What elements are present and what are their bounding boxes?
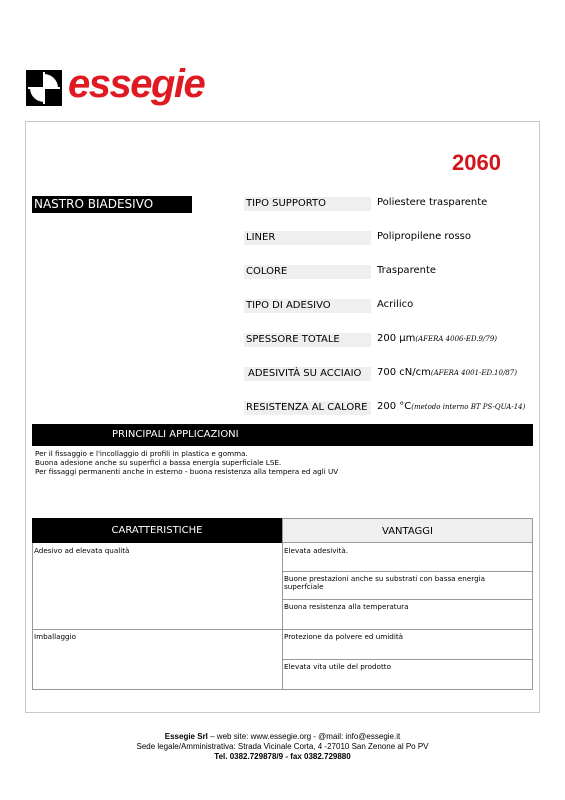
table-cell-advantage: Elevata adesività. [284,546,349,555]
footer-company: Essegie Srl [164,732,208,741]
spec-label: TIPO SUPPORTO [244,197,371,211]
product-code: 2060 [452,150,501,175]
spec-value-text: 700 cN/cm [377,367,431,378]
spec-label: SPESSORE TOTALE [244,333,371,347]
footer-contact [0,732,565,742]
spec-value [377,400,525,414]
product-name: NASTRO BIADESIVO [32,196,192,213]
spec-value [377,298,413,312]
application-line: Buona adesione anche su superfici a bassa energia superficiale LSE. [35,458,282,467]
spec-label: COLORE [244,265,371,279]
application-line: Per il fissaggio e l'incollaggio di profili in plastica e gomma. [35,449,248,458]
table-cell-characteristic: Adesivo ad elevata qualità [34,546,130,555]
table-cell-advantage: Buone prestazioni anche su substrati con bassa energia [284,574,486,583]
spec-value [377,366,517,380]
table-cell-advantage: Buona resistenza alla temperatura [284,602,409,611]
spec-method-note: (metodo interno BT PS-QUA-14) [411,403,526,411]
spec-value [377,230,471,244]
table-cell-advantage: Elevata vita utile del prodotto [284,662,391,671]
application-line: Per fissaggi permanenti anche in esterno - buona resistenza alla tempera ed agli UV [35,467,339,476]
spec-value [377,332,497,346]
spec-method-note: (AFERA 4006-ED.9/79) [415,335,498,343]
table-divider [32,629,533,630]
brand-wordmark: essegie [68,62,205,106]
spec-label: ADESIVITÀ SU ACCIAIO [244,367,371,381]
spec-value-text: Trasparente [377,265,437,276]
spec-method-note: (AFERA 4001-ED.10/87) [430,369,517,377]
table-header-characteristics: CARATTERISTICHE [32,518,282,543]
spec-value [377,196,487,210]
table-divider [282,571,533,572]
table-divider [282,659,533,660]
spec-value-text: Acrilico [377,299,414,310]
spec-label: RESISTENZA AL CALORE [244,401,371,415]
table-header-advantages: VANTAGGI [282,518,533,543]
footer-address: Sede legale/Amministrativa: Strada Vicinale Corta, 4 -27010 San Zenone al Po PV [136,742,429,751]
spec-label: TIPO DI ADESIVO [244,299,371,313]
spec-value-text: Poliestere trasparente [377,197,488,208]
table-cell-advantage: Protezione da polvere ed umidità [284,632,404,641]
footer-phone: Tel. 0382.729878/9 - fax 0382.729880 [214,752,351,761]
brand-logo-icon [26,70,62,106]
footer-web: – web site: www.essegie.org - @mail: info@essegie.it [207,732,401,741]
spec-label: LINER [244,231,371,245]
spec-value-text: 200 µm [377,333,416,344]
spec-value-text: 200 °C [377,401,412,412]
table-cell-characteristic: Imballaggio [34,632,77,641]
spec-value [377,264,436,278]
applications-header: PRINCIPALI APPLICAZIONI [32,424,533,446]
table-divider [282,543,283,690]
table-divider [282,599,533,600]
table-cell-advantage: superfciale [284,582,324,591]
spec-value-text: Polipropilene rosso [377,231,471,242]
